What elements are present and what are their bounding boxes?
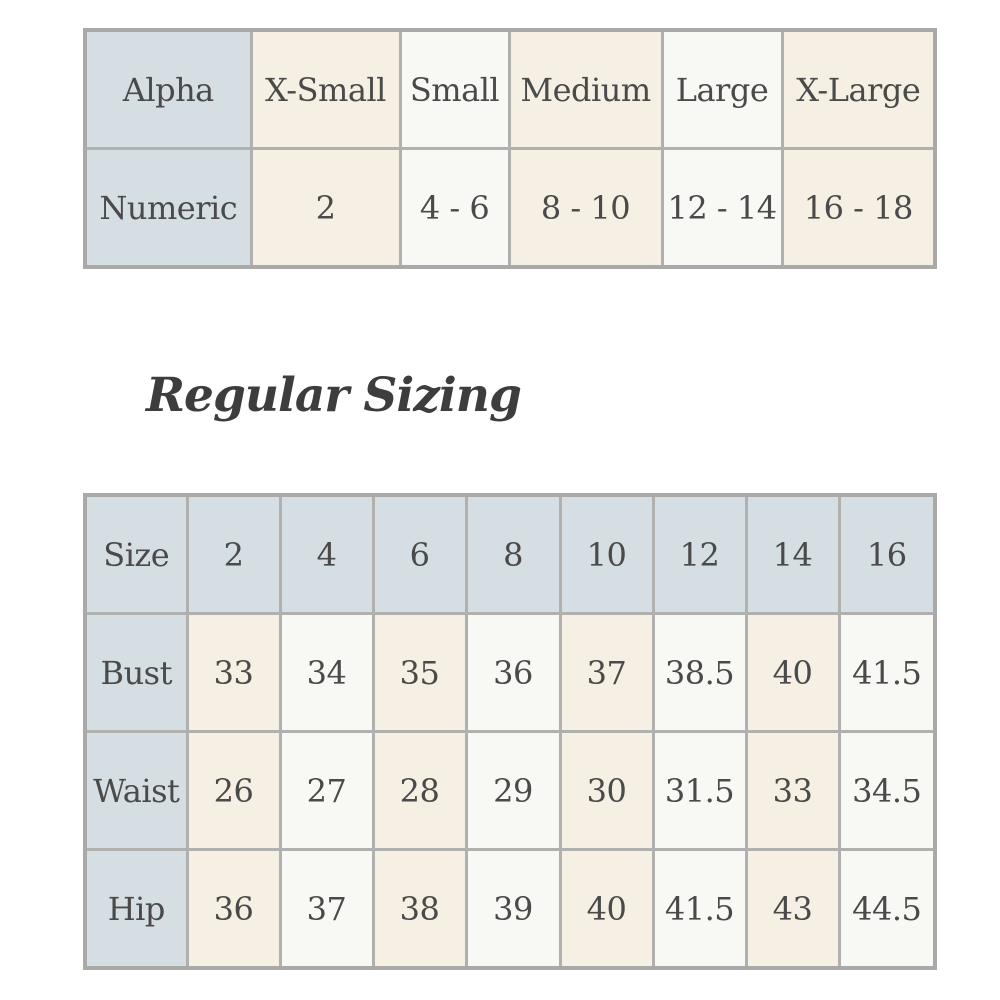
row-label-alpha: Alpha <box>85 30 251 149</box>
table-cell: 27 <box>280 732 373 850</box>
alpha-cell-large: Large <box>662 30 782 149</box>
table-cell: 34 <box>280 614 373 732</box>
table-cell: 38.5 <box>653 614 746 732</box>
row-label-numeric: Numeric <box>85 149 251 268</box>
hip-row <box>85 850 935 969</box>
table-cell: 40 <box>746 614 839 732</box>
alpha-row <box>85 30 935 149</box>
numeric-cell: 8 - 10 <box>509 149 662 268</box>
row-label-hip: Hip <box>85 850 187 969</box>
numeric-cell: 16 - 18 <box>782 149 935 268</box>
waist-row <box>85 732 935 850</box>
size-header-cell: 4 <box>280 495 373 614</box>
table-cell: 33 <box>746 732 839 850</box>
size-header-cell: 2 <box>187 495 280 614</box>
table-cell: 37 <box>560 614 653 732</box>
row-label-bust: Bust <box>85 614 187 732</box>
table-cell: 36 <box>187 850 280 969</box>
alpha-numeric-size-table <box>83 28 937 269</box>
numeric-cell: 2 <box>251 149 400 268</box>
section-title: Regular Sizing <box>146 368 521 423</box>
size-header-cell: 6 <box>373 495 466 614</box>
size-header-cell: 8 <box>466 495 560 614</box>
numeric-cell: 4 - 6 <box>400 149 509 268</box>
row-label-size: Size <box>85 495 187 614</box>
table-cell: 41.5 <box>839 614 935 732</box>
table-cell: 38 <box>373 850 466 969</box>
size-header-cell: 14 <box>746 495 839 614</box>
table-cell: 34.5 <box>839 732 935 850</box>
table-cell: 26 <box>187 732 280 850</box>
alpha-cell-x-small: X-Small <box>251 30 400 149</box>
size-header-row <box>85 495 935 614</box>
table-cell: 35 <box>373 614 466 732</box>
table-cell: 33 <box>187 614 280 732</box>
bust-row <box>85 614 935 732</box>
table-cell: 31.5 <box>653 732 746 850</box>
alpha-cell-medium: Medium <box>509 30 662 149</box>
size-header-cell: 10 <box>560 495 653 614</box>
table-cell: 36 <box>466 614 560 732</box>
table-cell: 28 <box>373 732 466 850</box>
size-header-cell: 12 <box>653 495 746 614</box>
numeric-row <box>85 149 935 268</box>
table-cell: 30 <box>560 732 653 850</box>
table-cell: 41.5 <box>653 850 746 969</box>
regular-sizing-table <box>83 493 937 970</box>
alpha-cell-x-large: X-Large <box>782 30 935 149</box>
row-label-waist: Waist <box>85 732 187 850</box>
table-cell: 39 <box>466 850 560 969</box>
table-cell: 37 <box>280 850 373 969</box>
table-cell: 29 <box>466 732 560 850</box>
table-cell: 40 <box>560 850 653 969</box>
numeric-cell: 12 - 14 <box>662 149 782 268</box>
size-header-cell: 16 <box>839 495 935 614</box>
table-cell: 44.5 <box>839 850 935 969</box>
table-cell: 43 <box>746 850 839 969</box>
alpha-cell-small: Small <box>400 30 509 149</box>
